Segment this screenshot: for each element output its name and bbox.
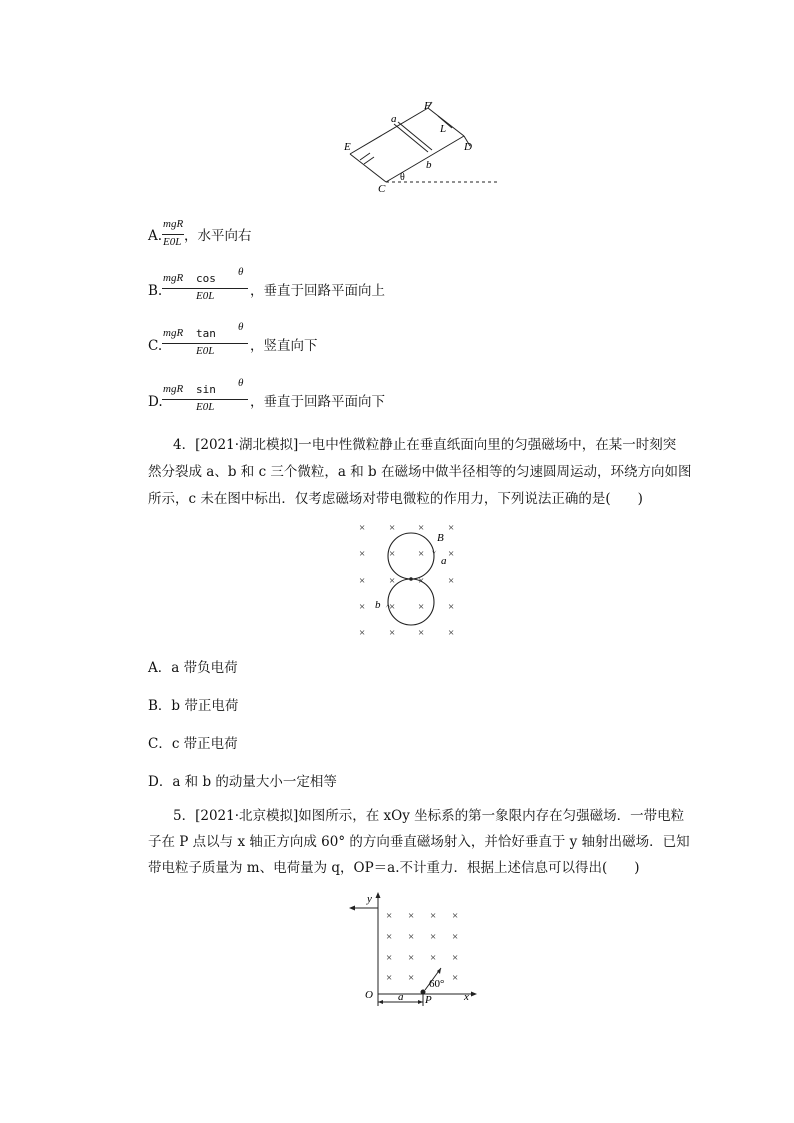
svg-text:×: × bbox=[418, 522, 425, 534]
q5-stem-line-2: 子在 P 点以与 x 轴正方向成 60° 的方向垂直磁场射入，并恰好垂直于 y 轴射出磁场．已知 bbox=[148, 834, 690, 850]
fraction-denominator: E0L bbox=[196, 401, 215, 413]
label-L: L bbox=[440, 123, 447, 135]
svg-text:×: × bbox=[418, 601, 425, 613]
q4-stem-line-2: 然分裂成 a、b 和 c 三个微粒，a 和 b 在磁场中做半径相等的匀速圆周运动，环绕方向如图 bbox=[148, 464, 692, 480]
svg-text:×: × bbox=[386, 972, 393, 984]
svg-text:×: × bbox=[408, 910, 415, 922]
svg-text:×: × bbox=[389, 627, 396, 639]
label-B: B bbox=[437, 532, 444, 544]
svg-text:×: × bbox=[359, 627, 366, 639]
incline-rail-figure bbox=[340, 98, 510, 198]
theta-symbol: θ bbox=[238, 377, 244, 389]
svg-text:×: × bbox=[418, 548, 425, 560]
label-a: a bbox=[398, 991, 404, 1003]
trig-function: tan bbox=[196, 327, 216, 340]
svg-text:×: × bbox=[448, 627, 455, 639]
fraction-numerator: mgR bbox=[163, 383, 184, 395]
fraction-denominator: E0L bbox=[163, 236, 182, 248]
option-text: ，垂直于回路平面向上 bbox=[250, 283, 385, 299]
magnetic-field-circles-figure bbox=[355, 518, 465, 640]
fraction-bar bbox=[162, 234, 184, 235]
fraction-numerator: mgR bbox=[163, 272, 184, 284]
svg-text:×: × bbox=[359, 601, 366, 613]
svg-text:×: × bbox=[408, 952, 415, 964]
fraction-bar bbox=[162, 399, 248, 400]
coordinate-field-figure bbox=[345, 890, 480, 1010]
option-letter: A. bbox=[148, 228, 163, 244]
svg-text:×: × bbox=[448, 601, 455, 613]
label-E: E bbox=[344, 141, 351, 153]
fraction-denominator: E0L bbox=[196, 345, 215, 357]
q5-stem-line-3: 带电粒子质量为 m、电荷量为 q，OP＝a.不计重力．根据上述信息可以得出( ) bbox=[148, 860, 640, 876]
option-text: ，垂直于回路平面向下 bbox=[250, 394, 385, 410]
svg-text:×: × bbox=[418, 575, 425, 587]
label-O: O bbox=[365, 989, 373, 1001]
label-a: a bbox=[441, 555, 447, 567]
label-y: y bbox=[367, 893, 372, 905]
svg-text:×: × bbox=[430, 931, 437, 943]
svg-text:×: × bbox=[452, 910, 459, 922]
svg-text:×: × bbox=[386, 910, 393, 922]
svg-text:×: × bbox=[448, 522, 455, 534]
svg-text:×: × bbox=[389, 575, 396, 587]
svg-text:×: × bbox=[359, 575, 366, 587]
q4-stem-line-3: 所示，c 未在图中标出．仅考虑磁场对带电微粒的作用力，下列说法正确的是( ) bbox=[148, 491, 643, 507]
svg-text:×: × bbox=[448, 575, 455, 587]
label-b: b bbox=[426, 159, 432, 171]
fraction-denominator: E0L bbox=[196, 290, 215, 302]
svg-text:×: × bbox=[452, 972, 459, 984]
svg-text:×: × bbox=[452, 931, 459, 943]
svg-text:×: × bbox=[408, 972, 415, 984]
svg-text:×: × bbox=[359, 548, 366, 560]
fraction-numerator: mgR bbox=[163, 327, 184, 339]
label-C: C bbox=[378, 183, 386, 195]
label-x: x bbox=[464, 991, 469, 1003]
theta-symbol: θ bbox=[238, 266, 244, 278]
label-P: P bbox=[425, 994, 432, 1006]
svg-text:×: × bbox=[430, 952, 437, 964]
svg-text:×: × bbox=[408, 931, 415, 943]
fraction-numerator: mgR bbox=[163, 218, 184, 230]
label-b: b bbox=[375, 599, 381, 611]
label-theta: θ bbox=[400, 172, 405, 183]
split-point bbox=[409, 577, 413, 581]
option-text: ，水平向右 bbox=[184, 228, 252, 244]
svg-text:×: × bbox=[448, 548, 455, 560]
fraction-bar bbox=[162, 288, 248, 289]
svg-text:×: × bbox=[452, 952, 459, 964]
label-F: F bbox=[424, 100, 431, 112]
label-D: D bbox=[464, 141, 472, 153]
trig-function: cos bbox=[196, 272, 216, 285]
q4-stem-line-1: 4．[2021·湖北模拟]一电中性微粒静止在垂直纸面向里的匀强磁场中，在某一时刻突 bbox=[173, 437, 677, 453]
q4-option-c[interactable]: C．c 带正电荷 bbox=[148, 736, 238, 752]
q5-stem-line-1: 5．[2021·北京模拟]如图所示，在 xOy 坐标系的第一象限内存在匀强磁场．一带电粒 bbox=[173, 808, 685, 824]
svg-text:×: × bbox=[389, 522, 396, 534]
svg-text:×: × bbox=[386, 952, 393, 964]
svg-text:×: × bbox=[430, 910, 437, 922]
q4-option-d[interactable]: D．a 和 b 的动量大小一定相等 bbox=[148, 774, 337, 790]
fraction-bar bbox=[162, 343, 248, 344]
option-letter: B. bbox=[148, 283, 163, 299]
svg-text:×: × bbox=[389, 601, 396, 613]
theta-symbol: θ bbox=[238, 321, 244, 333]
option-letter: C. bbox=[148, 338, 163, 354]
q4-option-a[interactable]: A．a 带负电荷 bbox=[148, 660, 238, 676]
q4-option-b[interactable]: B．b 带正电荷 bbox=[148, 698, 239, 714]
trig-function: sin bbox=[196, 383, 216, 396]
option-text: ，竖直向下 bbox=[250, 338, 318, 354]
option-letter: D. bbox=[148, 394, 163, 410]
svg-text:×: × bbox=[418, 627, 425, 639]
label-angle: 60° bbox=[429, 978, 445, 990]
svg-text:×: × bbox=[386, 931, 393, 943]
label-a: a bbox=[391, 113, 397, 125]
svg-text:×: × bbox=[389, 548, 396, 560]
svg-text:×: × bbox=[359, 522, 366, 534]
